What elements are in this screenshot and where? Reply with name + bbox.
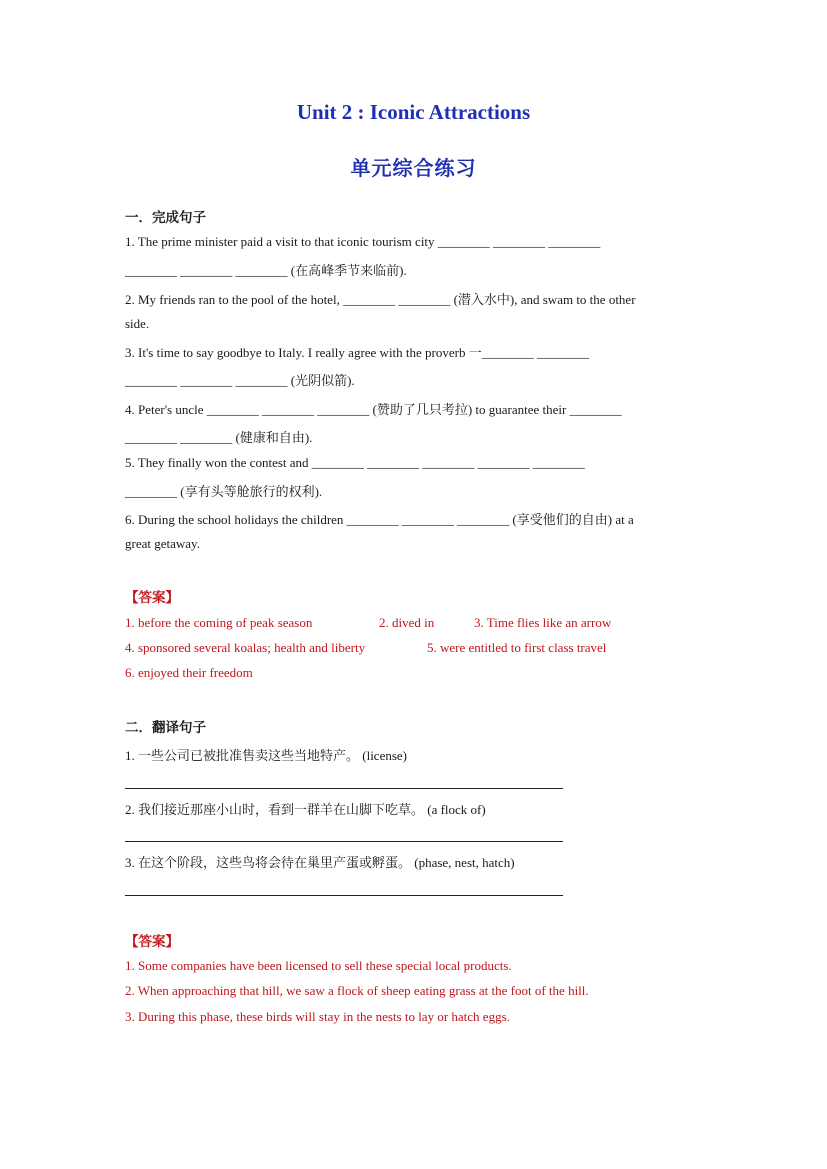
- answer-line[interactable]: [125, 841, 563, 842]
- section1-line: great getaway.: [125, 536, 200, 551]
- section1-line: 5. They finally won the contest and ________ ________ ________ ________ ________: [125, 455, 585, 470]
- answer-item: 6. enjoyed their freedom: [125, 665, 253, 680]
- translation-item: 1. 一些公司已被批准售卖这些当地特产。 (license): [125, 748, 408, 763]
- unit-subtitle: 单元综合练习: [350, 156, 477, 180]
- answer-item: 2. When approaching that hill, we saw a flock of sheep eating grass at the foot of the hill.: [125, 983, 589, 998]
- answer-item: 3. During this phase, these birds will stay in the nests to lay or hatch eggs.: [125, 1009, 510, 1024]
- answer-line[interactable]: [125, 895, 563, 896]
- section1-line: ________ ________ (健康和自由).: [125, 430, 313, 445]
- section1-line: ________ ________ ________ (在高峰季节来临前).: [125, 263, 407, 278]
- section1-line: 6. During the school holidays the children ________ ________ ________ (享受他们的自由) at a: [125, 512, 634, 527]
- section2-heading: 二．翻译句子: [125, 720, 206, 736]
- answer-item: 1. Some companies have been licensed to sell these special local products.: [125, 958, 512, 973]
- answer-item: 1. before the coming of peak season: [125, 615, 313, 630]
- section1-line: side.: [125, 316, 150, 331]
- translation-item: 3. 在这个阶段，这些鸟将会待在巢里产蛋或孵蛋。 (phase, nest, hatch): [125, 855, 515, 870]
- unit-title: Unit 2 : Iconic Attractions: [296, 100, 531, 124]
- section1-heading: 一．完成句子: [125, 210, 206, 226]
- translation-item: 2. 我们接近那座小山时，看到一群羊在山脚下吃草。 (a flock of): [125, 802, 486, 817]
- answer-item: 3. Time flies like an arrow: [474, 615, 612, 630]
- answer-item: 2. dived in: [379, 615, 435, 630]
- section1-line: 3. It's time to say goodbye to Italy. I really agree with the proverb 一________ ________: [125, 345, 589, 360]
- answer-item: 4. sponsored several koalas; health and liberty: [125, 640, 366, 655]
- section1-line: 1. The prime minister paid a visit to that iconic tourism city ________ ________ ________: [125, 234, 601, 249]
- section1-line: 4. Peter's uncle ________ ________ ________ (赞助了几只考拉) to guarantee their ________: [125, 402, 622, 417]
- section1-line: ________ (享有头等舱旅行的权利).: [125, 484, 323, 499]
- section1-line: ________ ________ ________ (光阴似箭).: [125, 373, 355, 388]
- section1-line: 2. My friends ran to the pool of the hotel, ________ ________ (潜入水中), and swam to the other: [125, 292, 636, 307]
- answer-heading: 【答案】: [125, 590, 179, 606]
- answer-heading: 【答案】: [125, 934, 179, 950]
- answer-item: 5. were entitled to first class travel: [427, 640, 607, 655]
- answer-line[interactable]: [125, 788, 563, 789]
